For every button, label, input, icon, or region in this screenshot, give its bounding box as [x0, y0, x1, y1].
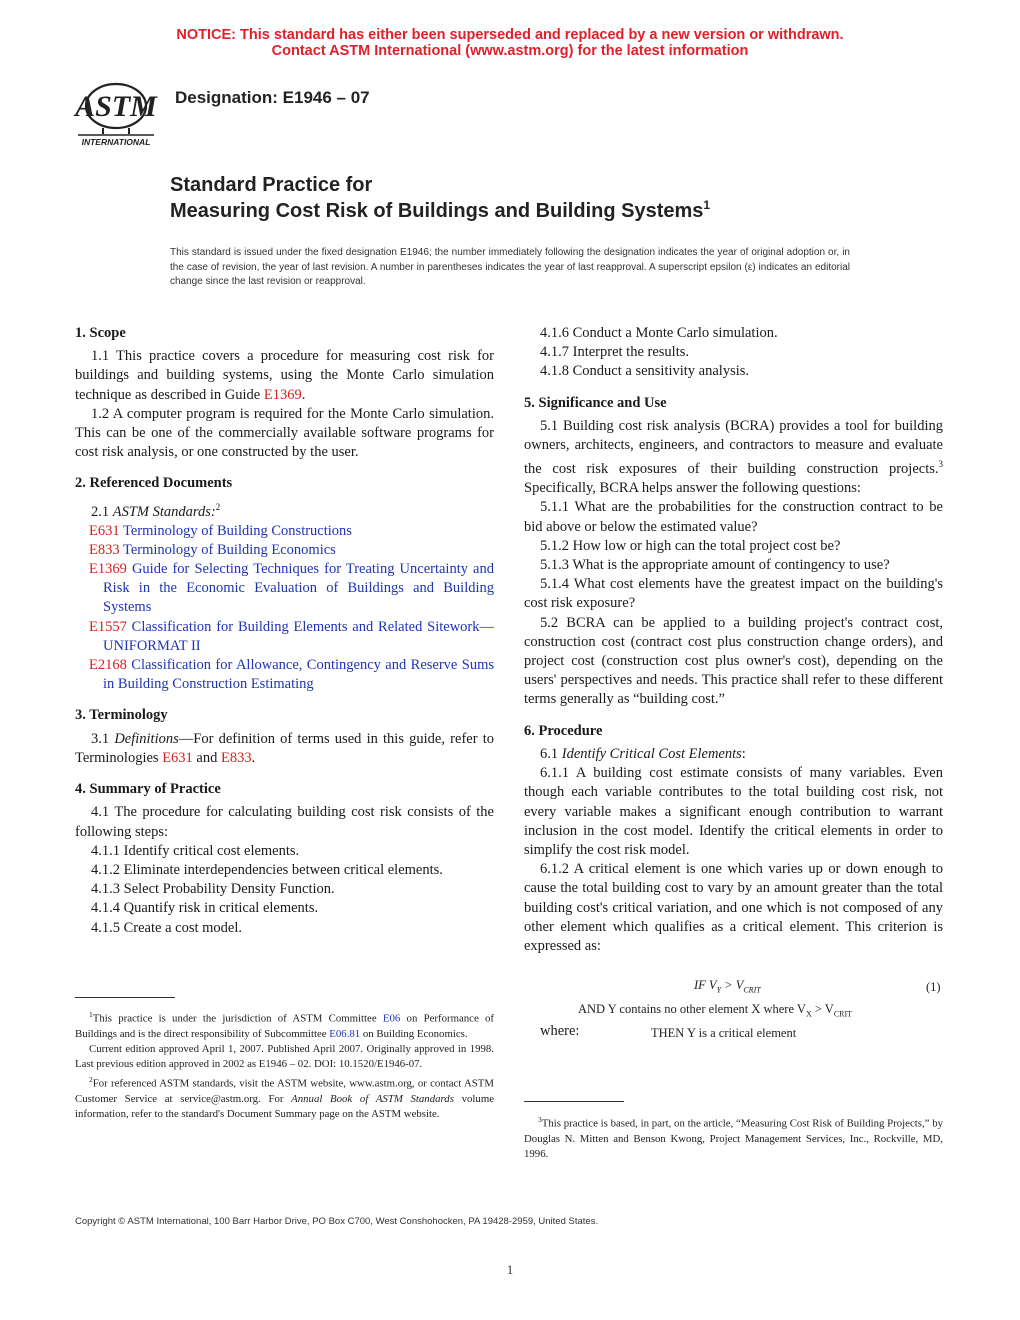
title-line-2: Measuring Cost Risk of Buildings and Building Systems$^1$	[170, 198, 711, 222]
para-1-2: 1.2 A computer program is required for the Monte Carlo simulation. This can be one of the commercially available software programs for cost risk analysis, or one constructed by the user.	[75, 405, 494, 461]
footnote-rule-left	[75, 997, 175, 998]
ref-title-link[interactable]: Terminology of Building Economics	[119, 541, 336, 558]
astm-logo	[70, 72, 162, 152]
ref-code-link[interactable]: E2168	[89, 657, 127, 674]
footnotes-right	[524, 1112, 943, 1162]
question-item: 5.1.4 What cost elements have the greatest impact on the building's cost risk exposure?	[524, 576, 943, 612]
step-item: 4.1.2 Eliminate interdependencies between critical elements.	[91, 861, 443, 878]
ref-code-link[interactable]: E833	[89, 541, 120, 558]
para-2-1: 2.1 ASTM Standards:$^2$	[91, 501, 221, 520]
step-item: 4.1.7 Interpret the results.	[540, 344, 689, 361]
para-5-1: 5.1 Building cost risk analysis (BCRA) provides a tool for building owners, architects, engineers, and contractors to measure and evaluate the cost risk exposures of their building construction projects.$^3$ Specifically, BCRA helps answer the following questions:	[524, 417, 943, 497]
ref-item	[75, 541, 494, 560]
link-e631[interactable]: E631	[162, 749, 193, 766]
section-heading-summary: 4. Summary of Practice	[75, 781, 221, 798]
page-number: 1	[506, 1262, 514, 1277]
where-label: where:	[540, 1023, 580, 1039]
footnote-3: $^3$This practice is based, in part, on the article, “Measuring Cost Risk of Building Projects,” by Douglas N. Mitten and Benson Kwong, Project Management Services, Inc., Rockville, MD, 1996.	[524, 1115, 943, 1160]
section-heading-scope: 1. Scope	[75, 325, 126, 341]
link-e833[interactable]: E833	[220, 749, 252, 766]
para-5-2: 5.2 BCRA can be applied to a building project's contract cost, construction cost (contract cost plus construction change orders), and project cost (construction cost plus owner's cost), depending on the users' perspectives and needs. This practice shall refer to these different terms generally as “building cost.”	[524, 614, 943, 708]
para-4-1: 4.1 The procedure for calculating building cost risk consists of the following steps:	[75, 804, 494, 840]
footnote-1-current-edition: Current edition approved April 1, 2007. Published April 2007. Originally approved in 1998. Last previous edition approved in 2002 as E1946 – 02. DOI: 10.1520/E1946-07.	[75, 1043, 494, 1071]
left-column	[75, 324, 494, 938]
step-item: 4.1.1 Identify critical cost elements.	[91, 842, 300, 859]
para-6-1-2: 6.1.2 A critical element is one which varies up or down enough to cause the total building cost to vary by an amount greater than the total building cost's critical variation, and one which is not composed of any other element which qualifies as a critical element. This criterion is expressed as:	[524, 861, 943, 954]
ref-title-link[interactable]: Terminology of Building Constructions	[119, 522, 352, 539]
para-1-1: 1.1 This practice covers a procedure for measuring cost risk for buildings and building systems, using the Monte Carlo simulation technique as described in Guide E1369.	[75, 348, 494, 403]
link-e1369[interactable]: E1369	[263, 386, 302, 403]
right-column	[524, 324, 943, 956]
question-item: 5.1.2 How low or high can the total project cost be?	[540, 537, 841, 554]
logo-wordmark: ASTM	[75, 90, 157, 123]
footnote-1: $^1$This practice is under the jurisdiction of ASTM Committee E06 on Performance of Buildings and is the direct responsibility of Subcommittee E06.81 on Building Economics.	[75, 1010, 494, 1040]
title-line-1: Standard Practice for	[170, 174, 373, 196]
ref-item	[75, 618, 494, 656]
step-item: 4.1.4 Quantify risk in critical elements.	[91, 900, 319, 917]
step-item: 4.1.8 Conduct a sensitivity analysis.	[540, 363, 750, 380]
ref-title-link[interactable]: Classification for Building Elements and Related Sitework—UNIFORMAT II	[103, 618, 494, 654]
notice-line-2: Contact ASTM International (www.astm.org) for the latest information	[271, 43, 749, 59]
ref-title-link[interactable]: Classification for Allowance, Contingency and Reserve Sums in Building Construction Estimating	[103, 657, 494, 693]
logo-tagline: INTERNATIONAL	[81, 137, 151, 147]
issued-note: This standard is issued under the fixed designation E1946; the number immediately following the designation indicates the year of original adoption or, in the case of revision, the year of last revision. A number in parentheses indicates the year of last reapproval. A superscript epsilon (ε) indicates an editorial change since the last revision or reapproval.	[170, 247, 850, 287]
ref-code-link[interactable]: E1557	[89, 618, 127, 635]
step-item: 4.1.5 Create a cost model.	[91, 919, 242, 936]
para-6-1: 6.1 Identify Critical Cost Elements:	[540, 745, 746, 762]
designation: Designation: E1946 – 07	[175, 88, 370, 107]
equation-line-3: THEN Y is a critical element	[651, 1026, 797, 1040]
section-heading-refdocs: 2. Referenced Documents	[75, 475, 233, 492]
section-heading-significance: 5. Significance and Use	[524, 394, 667, 411]
link-e06-81[interactable]: E06.81	[329, 1027, 361, 1040]
equation-line-2: AND Y contains no other element X where $V_X > V_{CRIT}$	[578, 1002, 853, 1019]
copyright: Copyright © ASTM International, 100 Barr Harbor Drive, PO Box C700, West Conshohocken, PA 19428-2959, United States.	[75, 1216, 599, 1227]
step-item: 4.1.3 Select Probability Density Function.	[91, 881, 335, 898]
footnote-rule-right	[524, 1101, 624, 1102]
footnote-2: $^2$For referenced ASTM standards, visit the ASTM website, www.astm.org, or contact ASTM Customer Service at service@astm.org. For Annual Book of ASTM Standards volume information, refer to the standard's Document Summary page on the ASTM website.	[75, 1075, 495, 1121]
section-heading-terminology: 3. Terminology	[75, 707, 168, 724]
title-footnote-mark: 1	[703, 198, 711, 212]
ref-code-link[interactable]: E631	[89, 522, 120, 539]
equation-line-1: IF $V_Y > V_{CRIT}$	[694, 978, 761, 995]
section-heading-procedure: 6. Procedure	[524, 722, 603, 739]
ref-item	[75, 522, 494, 541]
ref-title-link[interactable]: Guide for Selecting Techniques for Treating Uncertainty and Risk in the Economic Evaluation of Buildings and Building Systems	[103, 561, 494, 616]
para-3-1: 3.1 Definitions—For definition of terms used in this guide, refer to Terminologies E631 and E833.	[75, 730, 494, 766]
ref-code-link[interactable]: E1369	[89, 561, 127, 578]
footnotes-left	[75, 1007, 494, 1123]
para-6-1-1: 6.1.1 A building cost estimate consists of many variables. Even though each variable contributes to the total building cost risk, not every variable makes a significant enough contribution to warrant inclusion in the cost model. Identify the critical elements in order to simplify the cost risk model.	[524, 765, 943, 858]
equation-number: (1)	[926, 980, 941, 994]
ref-item	[75, 560, 494, 618]
ref-item	[75, 656, 494, 694]
question-item: 5.1.3 What is the appropriate amount of contingency to use?	[540, 557, 890, 574]
link-e06[interactable]: E06	[382, 1012, 401, 1025]
step-item: 4.1.6 Conduct a Monte Carlo simulation.	[540, 325, 778, 341]
notice-line-1: NOTICE: This standard has either been superseded and replaced by a new version or withdrawn.	[176, 27, 844, 43]
question-item: 5.1.1 What are the probabilities for the construction contract to be bid above or below the estimated value?	[524, 499, 943, 535]
